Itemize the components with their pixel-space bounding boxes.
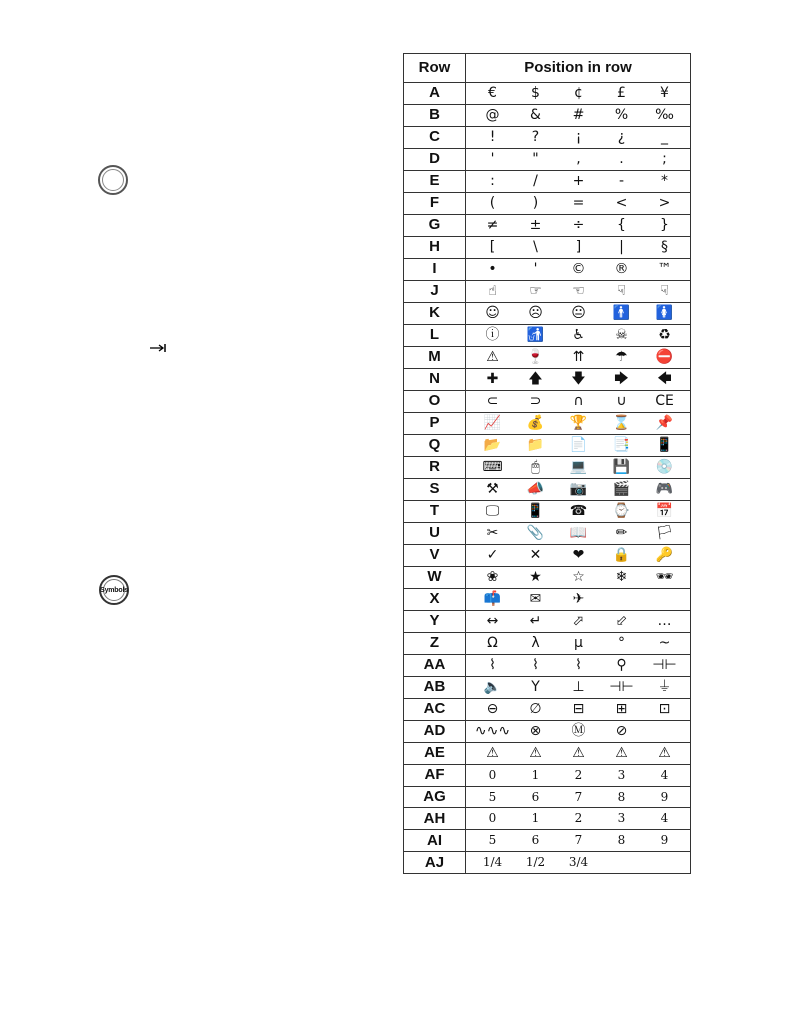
- symbol-cell: 🎬: [612, 480, 631, 497]
- symbol-cell: <: [615, 194, 628, 211]
- symbol-cell: ⌇: [532, 656, 539, 673]
- symbol-cell: ❀: [486, 568, 499, 585]
- row-label: AE: [404, 742, 466, 764]
- table-row: [404, 258, 691, 280]
- row-label: AC: [404, 698, 466, 720]
- table-row: [404, 390, 691, 412]
- symbol-cell: ⊗: [529, 722, 542, 739]
- symbol-cell: ⊞: [615, 700, 628, 717]
- row-symbols: [466, 456, 691, 478]
- symbol-cell: 📱: [655, 436, 674, 453]
- table-row: [404, 412, 691, 434]
- symbol-cell: ☝: [488, 282, 497, 299]
- symbol-cell: $: [531, 85, 540, 101]
- symbol-cell: {: [617, 216, 626, 233]
- row-symbols: [466, 654, 691, 676]
- row-symbols: [466, 610, 691, 632]
- row-symbols: [466, 104, 691, 126]
- symbol-cell: 📫: [483, 590, 502, 607]
- symbol-cell: ☞: [529, 282, 542, 299]
- symbol-cell: ∪: [616, 392, 627, 409]
- symbol-cell: ⊥: [572, 678, 585, 695]
- symbol-cell: ®: [614, 260, 629, 277]
- symbol-cell: ⚲: [616, 656, 627, 673]
- row-symbols: [466, 698, 691, 720]
- tab-key-icon: [149, 342, 167, 354]
- symbol-cell: [: [489, 238, 496, 255]
- symbol-cell: 1/4: [482, 855, 503, 870]
- symbol-cell: |: [619, 238, 624, 255]
- symbol-cell: 🔒: [612, 546, 631, 563]
- row-label: Q: [404, 434, 466, 456]
- row-label: AG: [404, 786, 466, 808]
- row-label: W: [404, 566, 466, 588]
- symbol-cell: ☠: [615, 326, 628, 343]
- symbol-cell: ∅: [529, 700, 542, 717]
- symbol-cell: ⊂: [486, 392, 499, 409]
- row-symbols: [466, 852, 691, 874]
- symbol-cell: Y: [531, 678, 540, 695]
- symbol-cell: 6: [531, 833, 540, 848]
- row-label: T: [404, 500, 466, 522]
- symbol-cell: 📣: [526, 480, 545, 497]
- row-label: D: [404, 148, 466, 170]
- symbol-cell: 🖵: [485, 502, 500, 519]
- symbol-cell: 🎮: [655, 480, 674, 497]
- symbol-cell: }: [660, 216, 669, 233]
- row-label: B: [404, 104, 466, 126]
- symbol-cell: ☎: [569, 502, 588, 519]
- row-symbols: [466, 764, 691, 786]
- symbol-cell: #: [572, 106, 585, 123]
- symbol-cell: 1: [531, 767, 540, 782]
- symbol-cell: •: [488, 260, 497, 277]
- row-label: N: [404, 368, 466, 390]
- symbol-cell: 🍷: [526, 348, 545, 365]
- row-label: R: [404, 456, 466, 478]
- table-row: [404, 126, 691, 148]
- symbol-cell: ⚠: [658, 744, 671, 761]
- symbol-cell: ☆: [572, 568, 585, 585]
- row-label: J: [404, 280, 466, 302]
- symbol-cell: ;: [662, 150, 667, 167]
- row-symbols: [466, 302, 691, 324]
- symbol-cell: 3: [617, 767, 626, 782]
- row-symbols: [466, 170, 691, 192]
- row-label: AF: [404, 764, 466, 786]
- table-row: [404, 434, 691, 456]
- row-symbols: [466, 786, 691, 808]
- symbol-cell: 💾: [612, 458, 631, 475]
- symbol-cell: 🚹: [612, 304, 631, 321]
- symbol-cell: μ: [574, 634, 583, 651]
- symbol-cell: 🚮: [526, 326, 545, 343]
- symbol-cell: @: [485, 106, 500, 123]
- symbols-key-label: Symbols: [100, 586, 128, 594]
- symbol-cell: ¿: [617, 128, 626, 145]
- row-label: V: [404, 544, 466, 566]
- symbol-cell: .: [619, 150, 624, 167]
- row-symbols: [466, 214, 691, 236]
- row-symbols: [466, 192, 691, 214]
- symbol-cell: ↵: [529, 612, 542, 629]
- row-label: I: [404, 258, 466, 280]
- symbol-cell: :: [490, 172, 495, 189]
- symbol-cell: 8: [617, 789, 626, 804]
- symbol-cell: >: [658, 194, 671, 211]
- symbol-cell: *: [661, 172, 668, 189]
- symbol-cell: ✏: [615, 524, 628, 541]
- table-row: [404, 764, 691, 786]
- symbol-cell: %: [614, 106, 629, 123]
- table-row: [404, 368, 691, 390]
- symbol-cell: ✓: [486, 546, 499, 563]
- symbol-cell: ⊡: [658, 700, 671, 717]
- symbol-cell: !: [489, 128, 496, 145]
- symbol-cell: 🖱: [531, 458, 540, 475]
- symbol-cell: &: [530, 106, 541, 123]
- row-symbols: [466, 808, 691, 830]
- row-label: AD: [404, 720, 466, 742]
- symbol-cell: ™: [657, 260, 672, 277]
- table-row: [404, 280, 691, 302]
- row-label: F: [404, 192, 466, 214]
- row-symbols: [466, 720, 691, 742]
- table-row: [404, 346, 691, 368]
- row-symbols: [466, 566, 691, 588]
- symbol-cell: ⊣⊢: [609, 678, 634, 695]
- symbol-cell: ⚒: [486, 480, 499, 497]
- symbol-cell: ⚠: [529, 744, 542, 761]
- symbol-cell: 🡅: [528, 370, 543, 387]
- row-symbols: [466, 346, 691, 368]
- symbol-cell: §: [661, 238, 668, 255]
- row-label: AJ: [404, 852, 466, 874]
- row-label: X: [404, 588, 466, 610]
- symbol-cell: 5: [488, 789, 497, 804]
- row-label: S: [404, 478, 466, 500]
- symbol-cell: Ω: [487, 634, 498, 651]
- symbol-cell: 📈: [483, 414, 502, 431]
- symbol-cell: ↔: [486, 612, 499, 629]
- row-symbols: [466, 588, 691, 610]
- symbol-cell: 1: [531, 811, 540, 826]
- table-row: [404, 698, 691, 720]
- symbol-cell: ⚠: [615, 744, 628, 761]
- table-row: [404, 588, 691, 610]
- symbol-cell: ✚: [486, 370, 499, 387]
- row-symbols: [466, 258, 691, 280]
- symbol-cell: 7: [574, 833, 583, 848]
- symbol-cell: ¡: [575, 128, 582, 145]
- symbol-cell: ⬃: [615, 612, 628, 629]
- table-row: [404, 742, 691, 764]
- table-row: [404, 302, 691, 324]
- symbol-cell: +: [572, 172, 585, 189]
- symbol-cell: 🏳: [655, 524, 674, 541]
- table-row: [404, 632, 691, 654]
- symbol-cell: ⊣⊢: [652, 656, 677, 673]
- symbol-cell: ,: [576, 150, 581, 167]
- row-label: L: [404, 324, 466, 346]
- row-symbols: [466, 390, 691, 412]
- symbol-cell: £: [617, 85, 626, 101]
- symbol-cell: 4: [660, 811, 669, 826]
- table-row: [404, 170, 691, 192]
- symbol-cell: ⊟: [572, 700, 585, 717]
- symbol-cell: ❤: [572, 546, 585, 563]
- row-label: Z: [404, 632, 466, 654]
- row-symbols: [466, 632, 691, 654]
- symbol-cell: ": [532, 150, 539, 167]
- symbol-cell: ]: [575, 238, 582, 255]
- table-row: [404, 148, 691, 170]
- table-body: [404, 83, 691, 874]
- symbol-cell: -: [618, 172, 625, 189]
- symbol-cell: 📁: [526, 436, 545, 453]
- symbols-key-icon: [99, 575, 129, 605]
- table-row: [404, 610, 691, 632]
- symbol-cell: ≠: [486, 216, 499, 233]
- symbol-cell: ♿: [572, 326, 585, 343]
- symbol-cell: 2: [574, 767, 583, 782]
- symbol-cell: 🕶: [655, 568, 674, 585]
- symbol-cell: 📄: [569, 436, 588, 453]
- symbol-cell: 🚺: [655, 304, 674, 321]
- symbol-cell: ±: [529, 216, 542, 233]
- table-row: [404, 236, 691, 258]
- symbol-cell: 5: [488, 833, 497, 848]
- table-row: [404, 83, 691, 105]
- symbol-cell: 3/4: [568, 855, 589, 870]
- symbol-cell: ⌇: [575, 656, 582, 673]
- symbol-cell: ❄: [615, 568, 628, 585]
- symbol-cell: 🡇: [571, 370, 586, 387]
- row-label: U: [404, 522, 466, 544]
- symbol-cell: 9: [660, 833, 669, 848]
- symbol-cell: Ⓜ: [571, 722, 586, 739]
- symbol-cell: CE: [655, 392, 674, 409]
- symbol-cell: °: [618, 634, 625, 651]
- symbol-cell: 🔑: [655, 546, 674, 563]
- symbol-cell: ✂: [486, 524, 499, 541]
- symbol-cell: ÷: [572, 216, 585, 233]
- symbol-cell: ¢: [574, 85, 583, 101]
- symbol-cell: ☂: [615, 348, 628, 365]
- row-label: G: [404, 214, 466, 236]
- row-symbols: [466, 368, 691, 390]
- symbol-cell: (: [489, 194, 496, 211]
- symbol-cell: =: [572, 194, 585, 211]
- symbol-cell: 0: [488, 811, 497, 826]
- table-row: [404, 324, 691, 346]
- row-symbols: [466, 478, 691, 500]
- symbol-cell: 💻: [569, 458, 588, 475]
- row-label: C: [404, 126, 466, 148]
- row-label: AH: [404, 808, 466, 830]
- row-label: M: [404, 346, 466, 368]
- table-row: [404, 720, 691, 742]
- table-row: [404, 830, 691, 852]
- row-symbols: [466, 434, 691, 456]
- symbol-cell: ⏚: [657, 678, 672, 695]
- symbol-cell: ⚠: [486, 744, 499, 761]
- symbol-cell: ': [490, 150, 495, 167]
- symbol-cell: ☜: [572, 282, 585, 299]
- symbol-cell: ⛔: [655, 348, 674, 365]
- symbol-cell: ~: [658, 634, 671, 651]
- symbol-cell: 📖: [569, 524, 588, 541]
- table-row: [404, 214, 691, 236]
- symbol-cell: 1/2: [525, 855, 546, 870]
- row-symbols: [466, 148, 691, 170]
- row-label: AI: [404, 830, 466, 852]
- symbol-cell: ★: [529, 568, 542, 585]
- row-label: AA: [404, 654, 466, 676]
- symbol-cell: λ: [531, 634, 540, 651]
- symbol-cell: ': [533, 260, 538, 277]
- symbol-cell: 📱: [526, 502, 545, 519]
- row-symbols: [466, 676, 691, 698]
- symbol-cell: 2: [574, 811, 583, 826]
- header-position: Position in row: [466, 54, 691, 83]
- symbol-cell: ✈: [572, 590, 585, 607]
- round-key-icon: [98, 165, 128, 195]
- table-row: [404, 456, 691, 478]
- symbol-cell: ⌛: [612, 414, 631, 431]
- table-row: [404, 522, 691, 544]
- symbol-cell: /: [533, 172, 538, 189]
- table-row: [404, 478, 691, 500]
- symbol-cell: 📎: [526, 524, 545, 541]
- symbol-cell: ⊖: [486, 700, 499, 717]
- row-symbols: [466, 324, 691, 346]
- symbol-cell: ☟: [660, 282, 669, 299]
- symbol-cell: ∩: [573, 392, 584, 409]
- symbol-cell: 📷: [569, 480, 588, 497]
- symbol-cell: ⇈: [572, 348, 585, 365]
- table-row: [404, 544, 691, 566]
- row-label: P: [404, 412, 466, 434]
- row-label: K: [404, 302, 466, 324]
- symbol-cell: ⌚: [612, 502, 631, 519]
- symbol-cell: ♻: [658, 326, 671, 343]
- row-symbols: [466, 236, 691, 258]
- symbol-cell: 😐: [571, 304, 586, 321]
- symbol-cell: 📅: [655, 502, 674, 519]
- table-row: [404, 104, 691, 126]
- table-row: [404, 500, 691, 522]
- row-label: E: [404, 170, 466, 192]
- symbol-cell: ⊘: [615, 722, 628, 739]
- row-symbols: [466, 126, 691, 148]
- table-row: [404, 676, 691, 698]
- row-label: O: [404, 390, 466, 412]
- row-symbols: [466, 280, 691, 302]
- table-row: [404, 192, 691, 214]
- symbol-cell: 9: [660, 789, 669, 804]
- row-symbols: [466, 544, 691, 566]
- symbol-cell: ⌨: [482, 458, 503, 475]
- symbol-cell: 8: [617, 833, 626, 848]
- table-header: [404, 54, 691, 83]
- symbol-cell: €: [488, 85, 497, 101]
- symbol-cell: ¥: [660, 85, 669, 101]
- symbol-cell: 6: [531, 789, 540, 804]
- symbol-cell: _: [661, 128, 668, 145]
- symbol-cell: ✉: [529, 590, 542, 607]
- symbol-cell: 🔈: [483, 678, 502, 695]
- symbol-cell: 📂: [483, 436, 502, 453]
- table-row: [404, 786, 691, 808]
- symbol-cell: 📑: [612, 436, 631, 453]
- symbol-cell: 💿: [655, 458, 674, 475]
- symbol-cell: ©: [571, 260, 586, 277]
- symbol-cell: ⚠: [572, 744, 585, 761]
- symbol-cell: 💰: [526, 414, 545, 431]
- symbol-cell: ⓘ: [485, 326, 500, 343]
- row-symbols: [466, 500, 691, 522]
- symbol-cell: 0: [488, 767, 497, 782]
- row-label: AB: [404, 676, 466, 698]
- symbol-cell: ☺: [485, 304, 500, 321]
- symbol-cell: 📌: [655, 414, 674, 431]
- symbol-cell: ☟: [617, 282, 626, 299]
- symbol-cell: ): [532, 194, 539, 211]
- symbol-cell: \: [533, 238, 538, 255]
- row-label: A: [404, 83, 466, 105]
- symbol-cell: ⌇: [489, 656, 496, 673]
- row-symbols: [466, 830, 691, 852]
- symbols-table: [403, 53, 691, 874]
- header-row: Row: [404, 54, 466, 83]
- table-row: [404, 852, 691, 874]
- symbol-cell: ⬀: [572, 612, 585, 629]
- row-symbols: [466, 83, 691, 105]
- symbol-cell: 3: [617, 811, 626, 826]
- symbol-cell: 7: [574, 789, 583, 804]
- symbol-cell: ‰: [655, 106, 674, 123]
- symbol-cell: ⊃: [529, 392, 542, 409]
- symbol-cell: ⚠: [486, 348, 499, 365]
- symbol-cell: 🡆: [614, 370, 629, 387]
- symbol-cell: ☹: [528, 304, 543, 321]
- row-symbols: [466, 412, 691, 434]
- row-symbols: [466, 742, 691, 764]
- row-label: H: [404, 236, 466, 258]
- symbol-cell: …: [657, 612, 672, 629]
- symbol-cell: ✕: [529, 546, 542, 563]
- table-row: [404, 566, 691, 588]
- table-row: [404, 808, 691, 830]
- row-label: Y: [404, 610, 466, 632]
- symbol-cell: ∿∿∿: [474, 722, 511, 739]
- table-row: [404, 654, 691, 676]
- symbol-cell: 4: [660, 767, 669, 782]
- symbol-cell: 🏆: [569, 414, 588, 431]
- row-symbols: [466, 522, 691, 544]
- symbol-cell: 🡄: [657, 370, 672, 387]
- symbol-cell: ?: [531, 128, 540, 145]
